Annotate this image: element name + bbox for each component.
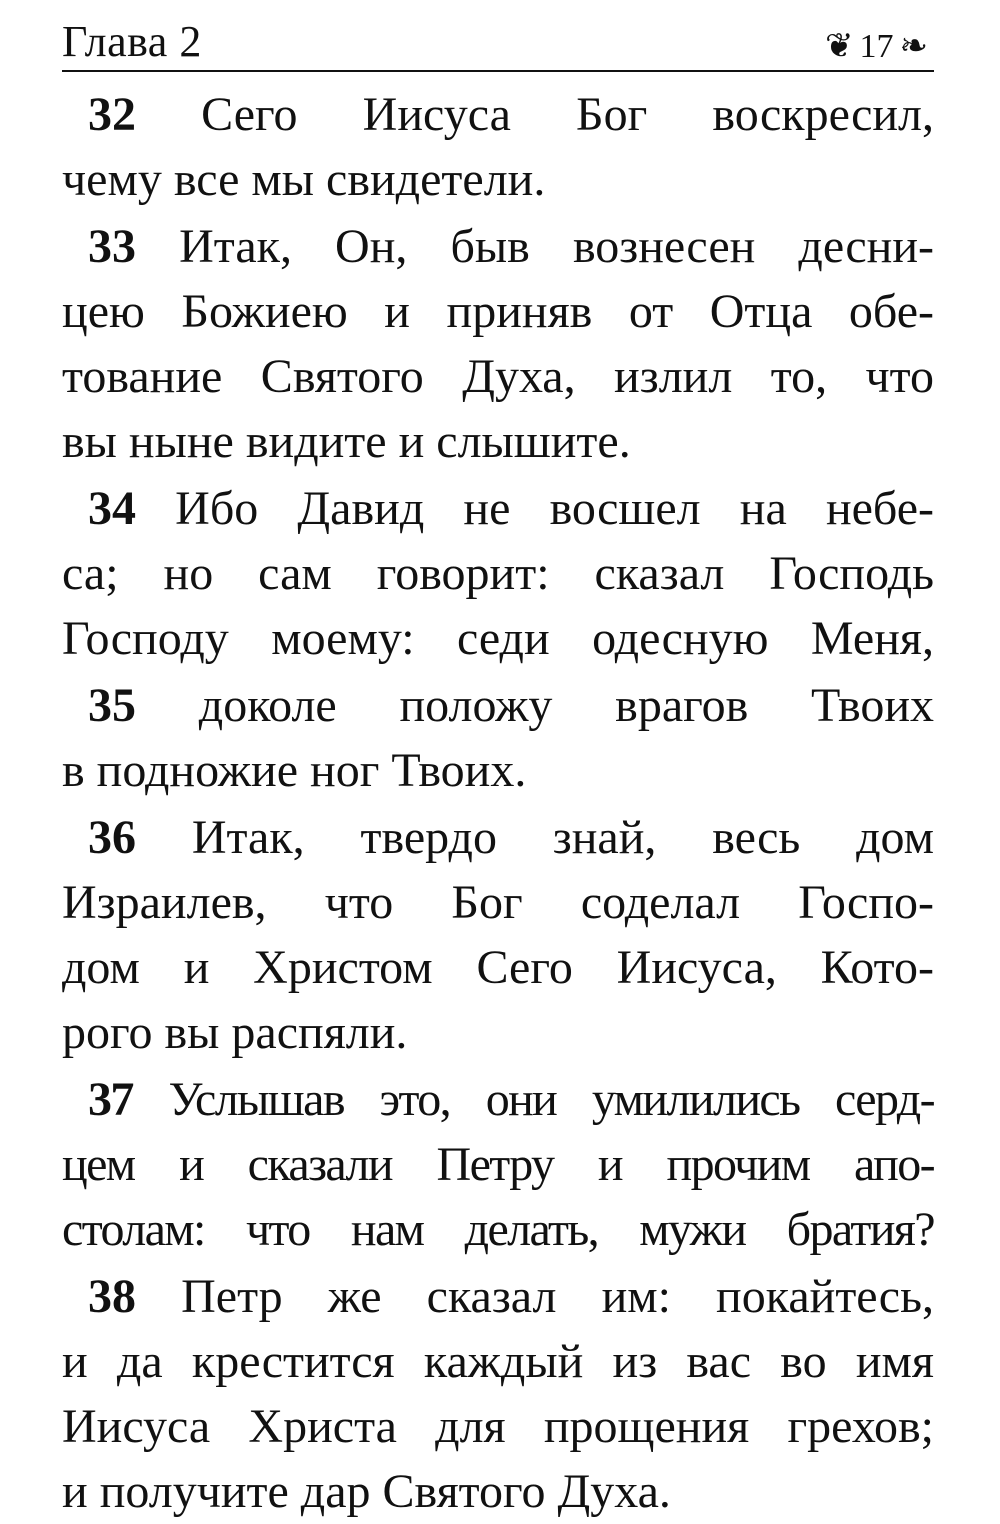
- chapter-title: Глава 2: [62, 17, 202, 66]
- verse-line: дом и Христом Сего Иисуса, Кото-: [62, 941, 934, 994]
- verse-36: [62, 805, 934, 1065]
- verse-line: чему все мы свидетели.: [62, 153, 546, 206]
- ornament-right-icon: ❧: [899, 28, 928, 65]
- ornament-left-icon: ❦: [825, 28, 854, 65]
- verse-32: [62, 82, 934, 212]
- verse-number: 34: [88, 482, 136, 535]
- book-page: [62, 14, 934, 1524]
- verse-number: 32: [88, 88, 136, 141]
- verse-line: и получите дар Святого Духа.: [62, 1465, 671, 1518]
- scripture-text: [62, 82, 934, 1524]
- verse-line: столам: что нам делать, мужи братия?: [62, 1203, 934, 1256]
- page-number: 17: [859, 28, 894, 65]
- verse-line: Петр же сказал им: покайтесь,: [181, 1270, 934, 1323]
- verse-number: 36: [88, 811, 136, 864]
- verse-line: Услышав это, они умилились серд-: [168, 1073, 934, 1126]
- verse-line: вы ныне видите и слышите.: [62, 415, 631, 468]
- verse-35: [62, 673, 934, 803]
- verse-line: доколе положу врагов Твоих: [198, 679, 935, 732]
- verse-number: 38: [88, 1270, 136, 1323]
- verse-line: Израилев, что Бог соделал Госпо-: [62, 876, 934, 929]
- verse-line: Ибо Давид не восшел на небе-: [175, 482, 935, 535]
- verse-line: в подножие ног Твоих.: [62, 744, 527, 797]
- verse-line: рого вы распяли.: [62, 1006, 408, 1059]
- verse-line: Господу моему: седи одесную Меня,: [62, 612, 934, 665]
- verse-number: 37: [88, 1073, 133, 1126]
- verse-37: [62, 1067, 934, 1262]
- verse-line: Сего Иисуса Бог воскресил,: [201, 88, 935, 141]
- verse-38: [62, 1264, 934, 1524]
- verse-line: Иисуса Христа для прощения грехов;: [62, 1400, 934, 1453]
- verse-line: цем и сказали Петру и прочим апо-: [62, 1138, 934, 1191]
- verse-line: Итак, твердо знай, весь дом: [191, 811, 935, 864]
- verse-line: Итак, Он, быв вознесен десни-: [179, 220, 935, 273]
- verse-33: [62, 214, 934, 474]
- verse-line: и да крестится каждый из вас во имя: [62, 1335, 934, 1388]
- verse-number: 35: [88, 679, 136, 732]
- verse-number: 33: [88, 220, 136, 273]
- verse-34: [62, 476, 934, 671]
- page-number-block: [825, 30, 928, 64]
- running-header: [62, 14, 934, 72]
- verse-line: са; но сам говорит: сказал Господь: [62, 547, 934, 600]
- verse-line: цею Божиею и приняв от Отца обе-: [62, 285, 934, 338]
- verse-line: тование Святого Духа, излил то, что: [62, 350, 934, 403]
